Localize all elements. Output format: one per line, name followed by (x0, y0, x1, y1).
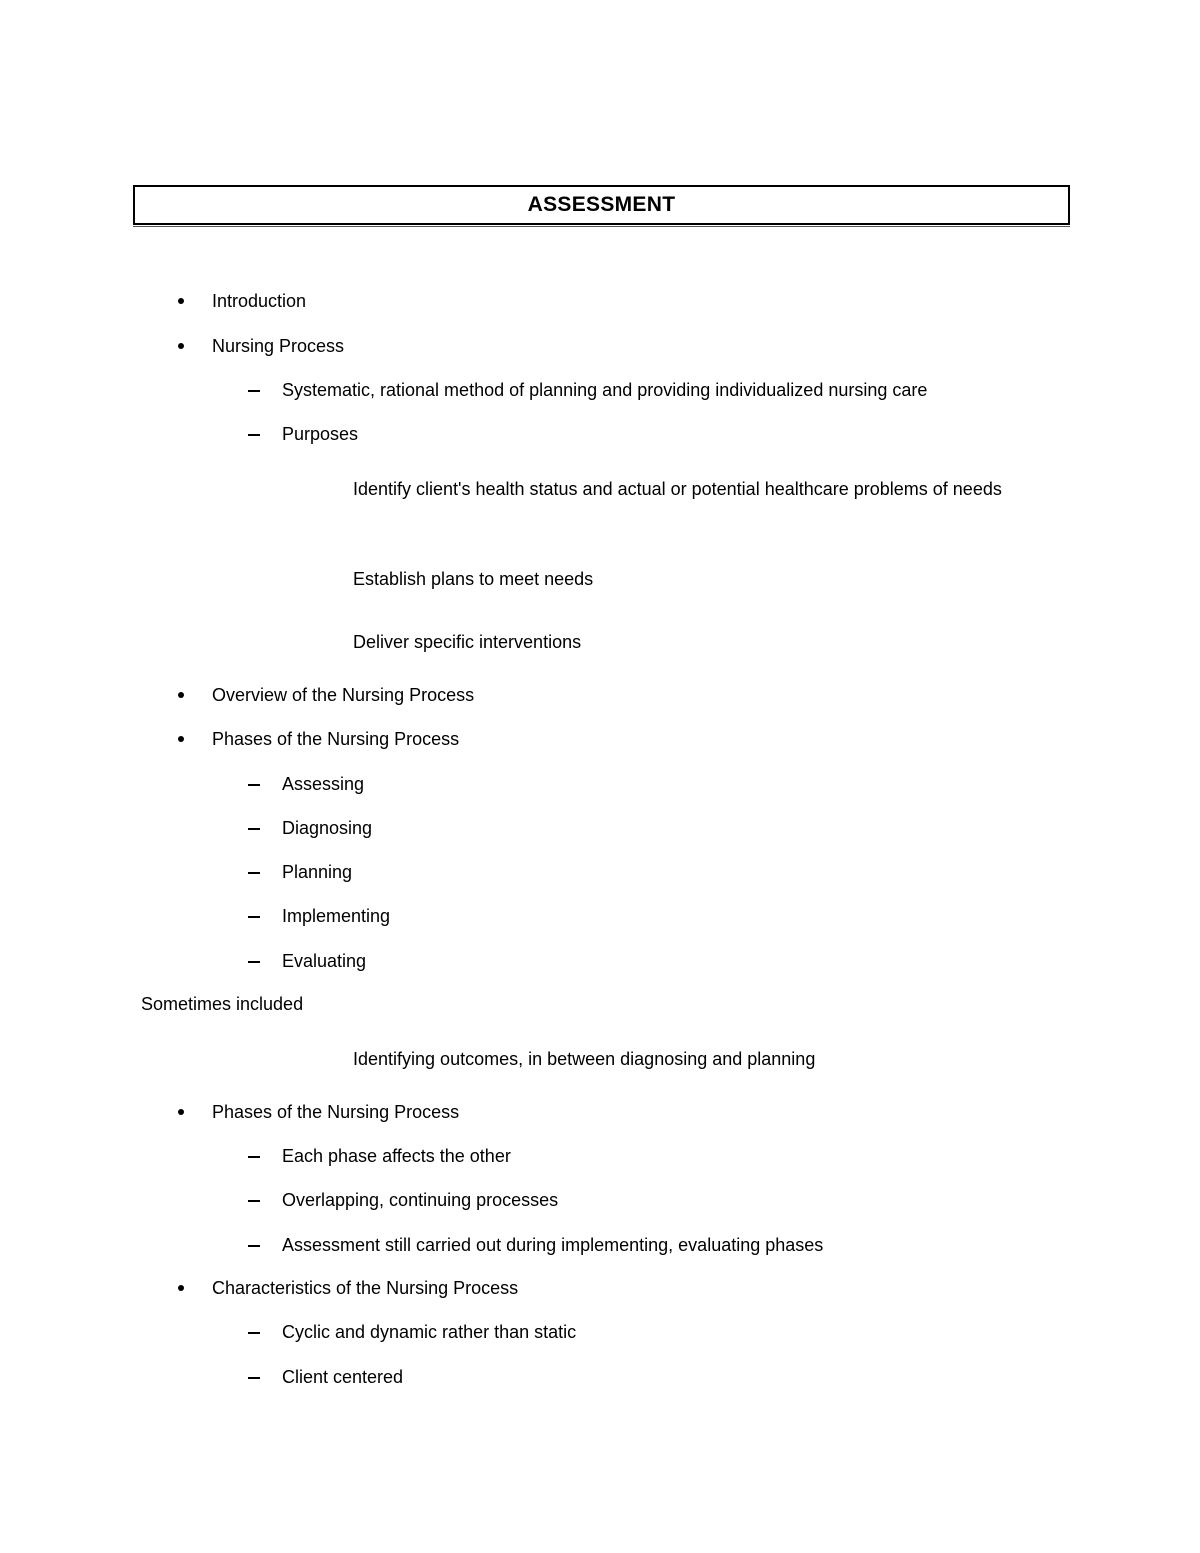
purpose-item: Establish plans to meet needs (353, 569, 594, 589)
list-item-overview: Overview of the Nursing Process (212, 685, 475, 705)
sometimes-included-text: Sometimes included (141, 994, 304, 1014)
dash-icon (248, 434, 260, 436)
list-item-phases: Phases of the Nursing Process (212, 1102, 460, 1122)
dash-icon (248, 784, 260, 786)
purpose-item: Deliver specific interventions (353, 632, 582, 652)
dash-icon (248, 390, 260, 392)
list-item-characteristics: Characteristics of the Nursing Process (212, 1278, 519, 1298)
list-subitem-definition: Systematic, rational method of planning and providing individualized nursing care (282, 380, 928, 400)
bullet-icon (178, 692, 184, 698)
list-item-introduction: Introduction (212, 291, 307, 311)
bullet-icon (178, 343, 184, 349)
list-item-nursing-process: Nursing Process (212, 336, 345, 356)
list-subitem-phase: Diagnosing (282, 818, 373, 838)
title-box (133, 185, 1070, 225)
list-subitem-purposes: Purposes (282, 424, 359, 444)
identifying-outcomes-text: Identifying outcomes, in between diagnosing and planning (353, 1049, 816, 1069)
dash-icon (248, 1377, 260, 1379)
dash-icon (248, 828, 260, 830)
list-subitem-phase: Implementing (282, 906, 391, 926)
list-item-phases: Phases of the Nursing Process (212, 729, 460, 749)
list-subitem-phase: Evaluating (282, 951, 367, 971)
list-subitem: Overlapping, continuing processes (282, 1190, 559, 1210)
bullet-icon (178, 1109, 184, 1115)
dash-icon (248, 1332, 260, 1334)
purpose-item: Identify client's health status and actual or potential healthcare problems of needs (353, 479, 1002, 499)
dash-icon (248, 1245, 260, 1247)
dash-icon (248, 1156, 260, 1158)
bullet-icon (178, 298, 184, 304)
dash-icon (248, 916, 260, 918)
dash-icon (248, 961, 260, 963)
list-subitem-phase: Planning (282, 862, 353, 882)
list-subitem: Client centered (282, 1367, 404, 1387)
dash-icon (248, 1200, 260, 1202)
page-title: ASSESSMENT (527, 193, 676, 216)
bullet-icon (178, 1285, 184, 1291)
list-subitem-phase: Assessing (282, 774, 365, 794)
list-subitem: Cyclic and dynamic rather than static (282, 1322, 577, 1342)
list-subitem: Each phase affects the other (282, 1146, 511, 1166)
bullet-icon (178, 736, 184, 742)
list-subitem: Assessment still carried out during implementing, evaluating phases (282, 1235, 824, 1255)
dash-icon (248, 872, 260, 874)
